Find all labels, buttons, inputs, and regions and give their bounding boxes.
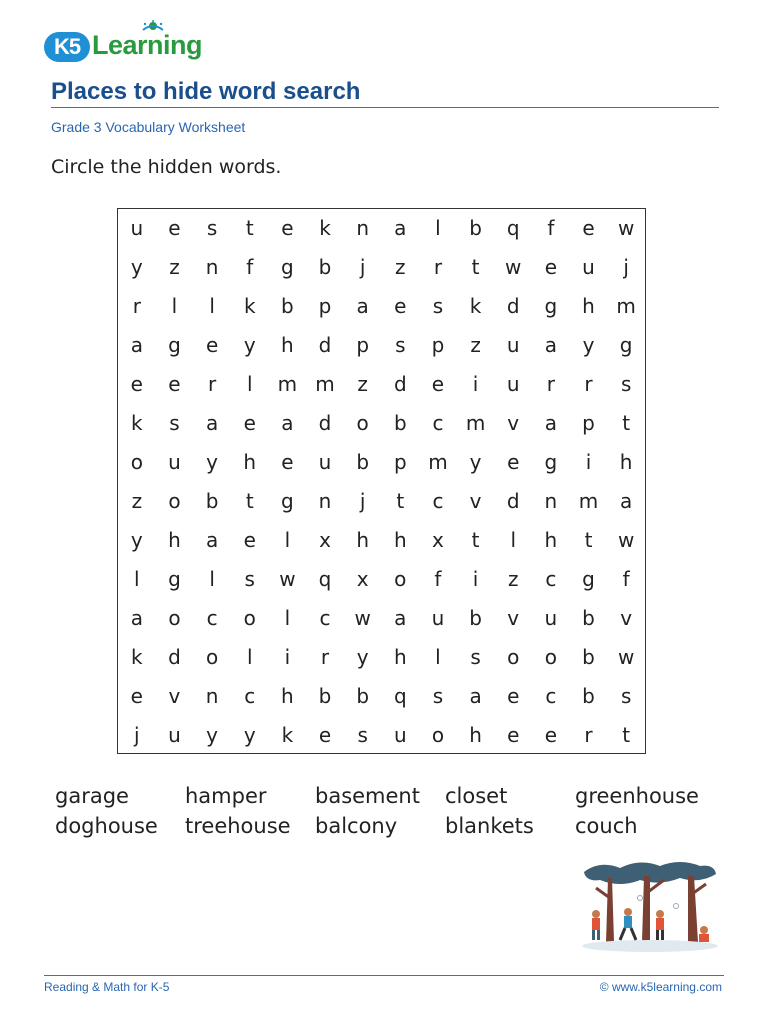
grid-letter: c bbox=[545, 684, 557, 708]
word-list-item: couch bbox=[575, 814, 638, 838]
grid-letter: i bbox=[284, 645, 291, 669]
grid-letter: n bbox=[205, 684, 219, 708]
grid-letter: y bbox=[206, 450, 219, 474]
grid-letter: m bbox=[277, 372, 298, 396]
grid-letter: h bbox=[619, 450, 633, 474]
grid-letter: c bbox=[432, 411, 444, 435]
grid-letter: o bbox=[394, 567, 407, 591]
grid-letter: l bbox=[284, 606, 291, 630]
grid-letter: r bbox=[584, 723, 593, 747]
grid-letter: a bbox=[281, 411, 294, 435]
grid-letter: d bbox=[318, 411, 332, 435]
grid-letter: h bbox=[356, 528, 369, 552]
grid-letter: j bbox=[623, 255, 629, 279]
grid-letter: v bbox=[620, 606, 633, 630]
grid-row bbox=[118, 482, 645, 521]
grid-letter: o bbox=[356, 411, 369, 435]
grid-letter: q bbox=[318, 567, 332, 591]
grid-letter: v bbox=[507, 411, 520, 435]
grid-row bbox=[118, 248, 645, 287]
grid-letter: s bbox=[244, 567, 255, 591]
k5-learning-logo bbox=[44, 20, 204, 66]
grid-letter: s bbox=[620, 684, 632, 708]
grid-letter: c bbox=[432, 489, 444, 513]
grid-letter: b bbox=[582, 606, 595, 630]
grid-letter: e bbox=[243, 411, 256, 435]
grid-letter: y bbox=[130, 255, 143, 279]
grid-letter: d bbox=[506, 294, 520, 318]
grid-letter: d bbox=[506, 489, 520, 513]
grid-letter: n bbox=[356, 216, 369, 240]
grid-letter: b bbox=[393, 411, 407, 435]
footer-tagline: Reading & Math for K-5 bbox=[44, 980, 170, 994]
grid-letter: e bbox=[168, 216, 181, 240]
grid-letter: y bbox=[206, 723, 219, 747]
grid-letter: y bbox=[243, 723, 256, 747]
grid-letter: f bbox=[622, 567, 630, 591]
grid-letter: v bbox=[507, 606, 520, 630]
grid-letter: k bbox=[243, 294, 256, 318]
instructions: Circle the hidden words. bbox=[51, 156, 282, 178]
grid-letter: p bbox=[431, 333, 445, 357]
grid-letter: n bbox=[318, 489, 332, 513]
grid-letter: p bbox=[582, 411, 595, 435]
grid-letter: r bbox=[207, 372, 217, 396]
grid-letter: l bbox=[284, 528, 291, 552]
title-divider bbox=[51, 107, 719, 108]
grid-letter: l bbox=[435, 216, 441, 240]
grid-letter: t bbox=[622, 723, 631, 747]
grid-letter: s bbox=[620, 372, 632, 396]
grid-letter: h bbox=[168, 528, 181, 552]
grid-letter: i bbox=[585, 450, 592, 474]
grid-letter: s bbox=[357, 723, 368, 747]
page-subtitle: Grade 3 Vocabulary Worksheet bbox=[51, 119, 246, 135]
footer-divider bbox=[44, 975, 724, 976]
grid-letter: t bbox=[245, 489, 254, 513]
grid-letter: q bbox=[393, 684, 407, 708]
grid-letter: h bbox=[544, 528, 558, 552]
grid-letter: a bbox=[356, 294, 369, 318]
grid-letter: o bbox=[544, 645, 557, 669]
grid-letter: g bbox=[582, 567, 595, 591]
logo-figure-icon bbox=[141, 20, 165, 40]
word-list-item: garage bbox=[55, 784, 129, 808]
grid-letter: z bbox=[131, 489, 143, 513]
grid-letter: l bbox=[209, 567, 215, 591]
grid-letter: f bbox=[547, 216, 555, 240]
grid-letter: s bbox=[470, 645, 481, 669]
grid-letter: z bbox=[507, 567, 519, 591]
grid-letter: w bbox=[279, 567, 296, 591]
word-list-item: greenhouse bbox=[575, 784, 699, 808]
grid-letter: e bbox=[281, 450, 294, 474]
grid-letter: u bbox=[582, 255, 595, 279]
grid-row bbox=[118, 521, 645, 560]
page-title: Places to hide word search bbox=[51, 78, 361, 105]
grid-row bbox=[118, 443, 645, 482]
grid-letter: b bbox=[318, 684, 332, 708]
grid-letter: r bbox=[546, 372, 555, 396]
grid-letter: a bbox=[544, 333, 557, 357]
grid-letter: w bbox=[354, 606, 371, 630]
grid-letter: z bbox=[395, 255, 406, 279]
grid-letter: e bbox=[431, 372, 445, 396]
grid-letter: h bbox=[243, 450, 257, 474]
grid-letter: e bbox=[318, 723, 332, 747]
grid-letter: e bbox=[394, 294, 407, 318]
grid-letter: b bbox=[469, 606, 482, 630]
grid-letter: s bbox=[432, 684, 444, 708]
grid-letter: a bbox=[469, 684, 482, 708]
grid-row bbox=[118, 638, 645, 677]
grid-letter: e bbox=[130, 684, 143, 708]
grid-letter: e bbox=[582, 216, 595, 240]
grid-letter: a bbox=[620, 489, 633, 513]
grid-letter: g bbox=[281, 255, 294, 279]
grid-letter: e bbox=[544, 255, 558, 279]
grid-letter: t bbox=[245, 216, 254, 240]
grid-letter: g bbox=[168, 333, 181, 357]
grid-letter: s bbox=[432, 294, 444, 318]
word-list-item: closet bbox=[445, 784, 508, 808]
grid-letter: x bbox=[432, 528, 444, 552]
grid-letter: b bbox=[582, 684, 595, 708]
grid-letter: o bbox=[243, 606, 256, 630]
grid-letter: u bbox=[506, 333, 520, 357]
grid-letter: b bbox=[281, 294, 294, 318]
grid-letter: g bbox=[544, 450, 558, 474]
grid-row bbox=[118, 209, 645, 248]
grid-letter: r bbox=[132, 294, 141, 318]
grid-letter: f bbox=[246, 255, 254, 279]
grid-letter: y bbox=[582, 333, 595, 357]
grid-letter: x bbox=[356, 567, 369, 591]
grid-letter: p bbox=[318, 294, 332, 318]
grid-letter: a bbox=[544, 411, 557, 435]
grid-letter: y bbox=[469, 450, 482, 474]
grid-letter: o bbox=[168, 489, 181, 513]
grid-letter: e bbox=[507, 723, 520, 747]
grid-letter: g bbox=[281, 489, 294, 513]
grid-letter: u bbox=[544, 606, 558, 630]
kids-playing-illustration bbox=[580, 858, 720, 954]
grid-letter: h bbox=[582, 294, 595, 318]
grid-letter: a bbox=[205, 528, 219, 552]
grid-letter: e bbox=[243, 528, 256, 552]
grid-letter: c bbox=[545, 567, 557, 591]
grid-letter: j bbox=[134, 723, 140, 747]
grid-letter: m bbox=[465, 411, 486, 435]
grid-row bbox=[118, 560, 645, 599]
grid-letter: n bbox=[544, 489, 558, 513]
grid-letter: t bbox=[622, 411, 631, 435]
grid-letter: v bbox=[469, 489, 482, 513]
grid-letter: a bbox=[394, 216, 407, 240]
grid-letter: m bbox=[315, 372, 335, 396]
grid-row bbox=[118, 404, 645, 443]
grid-letter: c bbox=[319, 606, 331, 630]
grid-letter: b bbox=[205, 489, 219, 513]
word-list-item: basement bbox=[315, 784, 420, 808]
grid-letter: u bbox=[168, 450, 181, 474]
grid-row bbox=[118, 716, 645, 755]
grid-letter: b bbox=[469, 216, 482, 240]
grid-letter: w bbox=[617, 528, 635, 552]
grid-letter: t bbox=[471, 255, 480, 279]
grid-letter: y bbox=[130, 528, 143, 552]
grid-row bbox=[118, 599, 645, 638]
grid-letter: e bbox=[544, 723, 558, 747]
grid-letter: e bbox=[205, 333, 219, 357]
grid-letter: x bbox=[319, 528, 331, 552]
grid-letter: r bbox=[433, 255, 443, 279]
grid-row bbox=[118, 287, 645, 326]
grid-letter: o bbox=[168, 606, 181, 630]
grid-letter: l bbox=[246, 645, 253, 669]
grid-letter: t bbox=[584, 528, 593, 552]
grid-letter: e bbox=[281, 216, 294, 240]
grid-letter: u bbox=[431, 606, 445, 630]
grid-letter: k bbox=[319, 216, 331, 240]
grid-letter: q bbox=[506, 216, 520, 240]
grid-letter: l bbox=[209, 294, 215, 318]
logo-badge: K5 bbox=[44, 32, 90, 62]
grid-letter: w bbox=[617, 645, 635, 669]
grid-letter: f bbox=[434, 567, 442, 591]
grid-letter: l bbox=[510, 528, 516, 552]
grid-letter: w bbox=[505, 255, 522, 279]
word-list-item: treehouse bbox=[185, 814, 291, 838]
grid-letter: u bbox=[393, 723, 407, 747]
grid-letter: b bbox=[356, 450, 370, 474]
grid-letter: d bbox=[393, 372, 407, 396]
grid-letter: k bbox=[281, 723, 294, 747]
grid-letter: o bbox=[130, 450, 143, 474]
grid-row bbox=[118, 326, 645, 365]
word-list-item: balcony bbox=[315, 814, 398, 838]
grid-letter: y bbox=[356, 645, 369, 669]
grid-letter: m bbox=[616, 294, 636, 318]
grid-letter: b bbox=[356, 684, 370, 708]
grid-letter: i bbox=[472, 372, 479, 396]
grid-letter: j bbox=[359, 489, 366, 513]
grid-letter: a bbox=[130, 606, 143, 630]
grid-letter: c bbox=[244, 684, 256, 708]
grid-letter: u bbox=[506, 372, 520, 396]
grid-row bbox=[118, 365, 645, 404]
grid-letter: w bbox=[617, 216, 635, 240]
grid-letter: u bbox=[318, 450, 332, 474]
grid-letter: e bbox=[507, 684, 520, 708]
grid-letter: a bbox=[130, 333, 143, 357]
grid-letter: u bbox=[130, 216, 144, 240]
grid-letter: b bbox=[582, 645, 595, 669]
word-list-item: hamper bbox=[185, 784, 267, 808]
grid-letter: t bbox=[396, 489, 405, 513]
grid-letter: m bbox=[428, 450, 448, 474]
grid-letter: d bbox=[168, 645, 181, 669]
grid-letter: m bbox=[578, 489, 599, 513]
grid-letter: h bbox=[469, 723, 482, 747]
grid-letter: s bbox=[206, 216, 218, 240]
grid-letter: h bbox=[281, 333, 294, 357]
grid-letter: n bbox=[205, 255, 219, 279]
grid-letter: a bbox=[394, 606, 407, 630]
grid-letter: g bbox=[168, 567, 181, 591]
grid-letter: b bbox=[318, 255, 332, 279]
grid-letter: s bbox=[169, 411, 180, 435]
grid-letter: y bbox=[243, 333, 256, 357]
grid-letter: v bbox=[168, 684, 181, 708]
grid-letter: l bbox=[435, 645, 441, 669]
grid-letter: o bbox=[205, 645, 219, 669]
grid-letter: p bbox=[356, 333, 370, 357]
grid-letter: g bbox=[619, 333, 633, 357]
grid-letter: u bbox=[168, 723, 181, 747]
word-list-item: doghouse bbox=[55, 814, 158, 838]
grid-letter: r bbox=[584, 372, 593, 396]
grid-letter: z bbox=[169, 255, 180, 279]
grid-letter: h bbox=[281, 684, 294, 708]
word-list bbox=[55, 782, 735, 840]
word-list-item: blankets bbox=[445, 814, 534, 838]
grid-letter: o bbox=[507, 645, 520, 669]
grid-letter: p bbox=[393, 450, 407, 474]
grid-letter: k bbox=[469, 294, 482, 318]
grid-letter: t bbox=[471, 528, 480, 552]
grid-letter: z bbox=[470, 333, 481, 357]
grid-row bbox=[118, 677, 645, 716]
grid-letter: l bbox=[246, 372, 253, 396]
word-search-grid bbox=[117, 208, 646, 754]
grid-letter: o bbox=[431, 723, 445, 747]
grid-letter: k bbox=[131, 411, 143, 435]
grid-letter: i bbox=[472, 567, 479, 591]
logo-wordmark: Learning bbox=[92, 30, 203, 60]
grid-letter: l bbox=[171, 294, 178, 318]
footer-website: © www.k5learning.com bbox=[599, 980, 722, 994]
grid-letter: j bbox=[359, 255, 366, 279]
grid-letter: g bbox=[544, 294, 558, 318]
grid-letter: h bbox=[393, 528, 407, 552]
grid-letter: s bbox=[395, 333, 406, 357]
grid-letter: c bbox=[206, 606, 218, 630]
grid-letter: k bbox=[131, 645, 143, 669]
grid-letter: z bbox=[357, 372, 368, 396]
grid-letter: e bbox=[130, 372, 143, 396]
grid-letter: a bbox=[205, 411, 219, 435]
grid-letter: l bbox=[134, 567, 140, 591]
grid-letter: h bbox=[393, 645, 407, 669]
grid-letter: e bbox=[507, 450, 520, 474]
grid-letter: r bbox=[320, 645, 330, 669]
grid-letter: d bbox=[318, 333, 332, 357]
grid-letter: e bbox=[168, 372, 181, 396]
